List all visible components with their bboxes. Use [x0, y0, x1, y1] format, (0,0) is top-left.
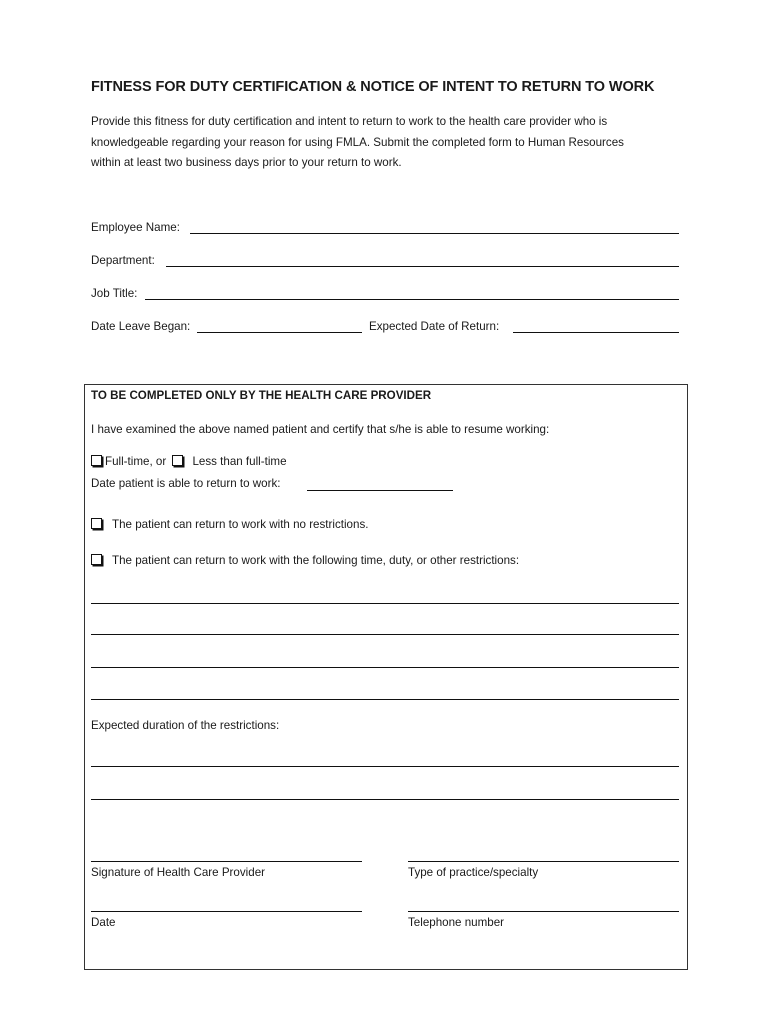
full-time-label: Full-time, or	[105, 455, 167, 468]
employee-name-field[interactable]	[190, 233, 679, 234]
duration-line[interactable]	[91, 766, 679, 767]
restrictions-line[interactable]	[91, 699, 679, 700]
job-title-field[interactable]	[145, 299, 679, 300]
signature-field[interactable]	[91, 861, 362, 862]
no-restrictions-label: The patient can return to work with no restrictions.	[112, 518, 369, 531]
restrictions-line[interactable]	[91, 603, 679, 604]
intro-paragraph	[91, 112, 691, 174]
expected-return-label: Expected Date of Return:	[369, 320, 500, 333]
full-time-checkbox[interactable]	[91, 455, 102, 466]
date-label: Date	[91, 916, 116, 929]
form-title: FITNESS FOR DUTY CERTIFICATION & NOTICE OF INTENT TO RETURN TO WORK	[91, 79, 655, 95]
no-restrictions-checkbox[interactable]	[91, 518, 102, 529]
less-than-full-time-label: Less than full-time	[192, 455, 287, 468]
work-status-options	[91, 455, 287, 468]
employee-name-label: Employee Name:	[91, 221, 180, 234]
duration-line[interactable]	[91, 799, 679, 800]
date-leave-began-field[interactable]	[197, 332, 362, 333]
certify-statement: I have examined the above named patient and certify that s/he is able to resume working:	[91, 423, 550, 436]
date-leave-began-label: Date Leave Began:	[91, 320, 191, 333]
practice-field[interactable]	[408, 861, 679, 862]
practice-label: Type of practice/specialty	[408, 866, 539, 879]
less-than-full-time-checkbox[interactable]	[172, 455, 183, 466]
department-label: Department:	[91, 254, 155, 267]
provider-section-heading: TO BE COMPLETED ONLY BY THE HEALTH CARE PROVIDER	[91, 389, 432, 402]
intro-line: Provide this fitness for duty certification and intent to return to work to the health care provider who is	[91, 115, 608, 128]
intro-line: within at least two business days prior to your return to work.	[91, 156, 402, 169]
telephone-field[interactable]	[408, 911, 679, 912]
duration-label: Expected duration of the restrictions:	[91, 719, 280, 732]
date-field[interactable]	[91, 911, 362, 912]
with-restrictions-label: The patient can return to work with the following time, duty, or other restrictions:	[112, 554, 520, 567]
no-restrictions-option	[91, 518, 368, 531]
return-date-label: Date patient is able to return to work:	[91, 477, 281, 490]
restrictions-line[interactable]	[91, 667, 679, 668]
with-restrictions-option	[91, 554, 519, 567]
job-title-label: Job Title:	[91, 287, 138, 300]
restrictions-line[interactable]	[91, 634, 679, 635]
signature-label: Signature of Health Care Provider	[91, 866, 265, 879]
return-date-field[interactable]	[307, 490, 453, 491]
telephone-label: Telephone number	[408, 916, 505, 929]
with-restrictions-checkbox[interactable]	[91, 554, 102, 565]
intro-line: knowledgeable regarding your reason for using FMLA. Submit the completed form to Human Resources	[91, 135, 624, 149]
expected-return-field[interactable]	[513, 332, 679, 333]
department-field[interactable]	[166, 266, 679, 267]
provider-section-box	[84, 384, 688, 970]
